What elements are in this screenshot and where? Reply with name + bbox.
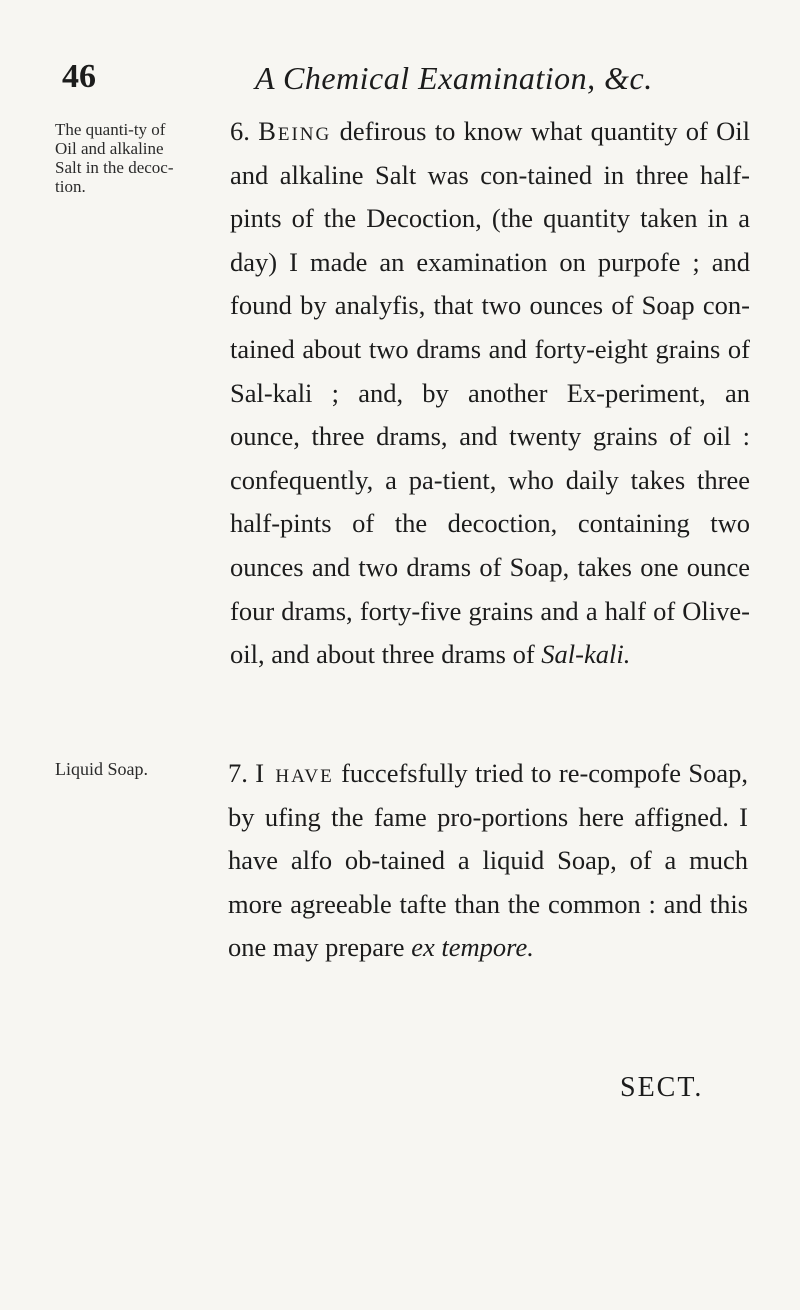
catchword: SECT. [620,1072,704,1103]
paragraph-lead: I have [255,758,334,788]
paragraph-lead: Being [258,116,332,146]
page-header [0,58,800,108]
page-number: 46 [62,58,96,95]
paragraph-italic-end: ex tempore. [411,932,534,963]
paragraph-number: 6. [230,116,250,146]
margin-note-liquid-soap: Liquid Soap. [55,759,148,779]
paragraph-number: 7. [228,758,248,788]
paragraph-body: quantity of Oil and alkaline Salt was con-tained in three half-pints of the Decoction, (the quantity taken in a day) I made an examination on purpofe ; and found by analyfis, that two ounces of Soap con-tained about two drams and forty-eight grains of Sal-kali ; and, by another Ex-periment, an ounce, three drams, and twenty grains of oil : confequently, a pa-tient, who daily takes three half-pints of the decoction, containing two ounces and two drams of Soap, takes one ounce four drams, forty-five grains and a half of Olive-oil, and about three drams of [230,116,751,670]
paragraph-italic-end: Sal-kali. [541,639,631,670]
paragraph-body: fuccefsfully tried to re-compofe Soap, by ufing the fame pro-portions here affigned. I have alfo ob-tained a liquid Soap, of a much more agreeable tafte than the common : and this one may prepare [228,758,748,963]
margin-note-quantity: The quanti-ty of Oil and alkaline Salt in the decoc-tion. [55,120,174,196]
paragraph-first-line-rest: defirous to know what [339,116,583,146]
paragraph-6 [230,110,750,677]
running-head: A Chemical Examination, &c. [255,60,653,96]
paragraph-7 [228,752,748,970]
